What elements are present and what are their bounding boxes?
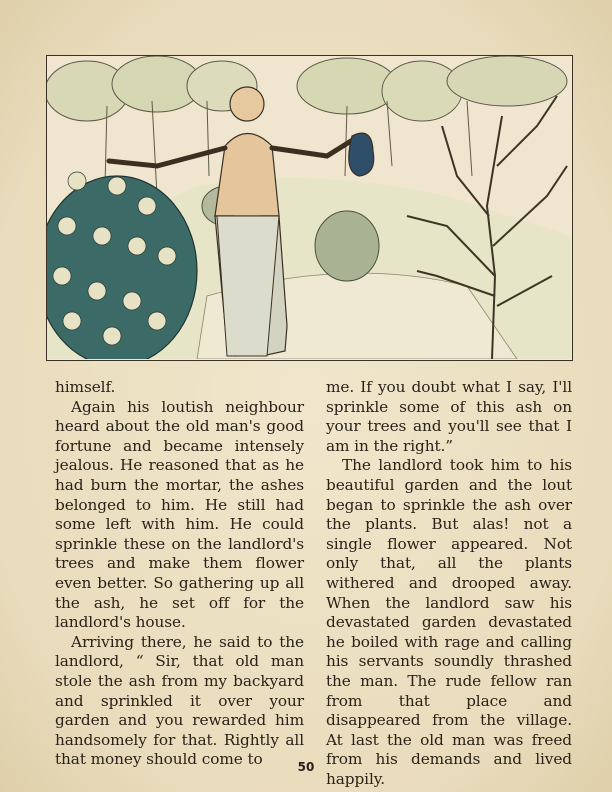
right-text-column bbox=[326, 378, 572, 789]
paragraph: The landlord took him to his beautiful garden and the lout began to sprinkle the ash over the plants. But alas! not a single flower appeared. Not only that, all the plants withered and drooped away. When the landlord saw his devastated garden devastated he boiled with rage and calling his servants soundly thrashed the man. The rude fellow ran from that place and disappeared from the village. At last the old man was freed from his demands and lived happily. bbox=[326, 456, 572, 788]
paragraph: Arriving there, he said to the landlord, “ Sir, that old man stole the ash from my backyard and sprinkled it over your garden and you rewarded him handsomely for that. Rightly all that money should come to bbox=[55, 632, 304, 769]
left-text-column bbox=[55, 378, 304, 770]
paragraph: himself. bbox=[55, 378, 116, 396]
paragraph: me. If you doubt what I say, I'll sprinkle some of this ash on your trees and you'll see that I am in the right.” bbox=[326, 378, 572, 455]
page-number: 50 bbox=[297, 760, 315, 774]
story-illustration bbox=[46, 55, 573, 361]
paragraph: Again his loutish neighbour heard about the old man's good fortune and became intensely jealous. He reasoned that as he had burn the mortar, the ashes belonged to him. He still had some left with him. He could sprinkle these on the landlord's trees and make them flower even better. So gathering up all the ash, he set off for the landlord's house. bbox=[55, 397, 304, 632]
